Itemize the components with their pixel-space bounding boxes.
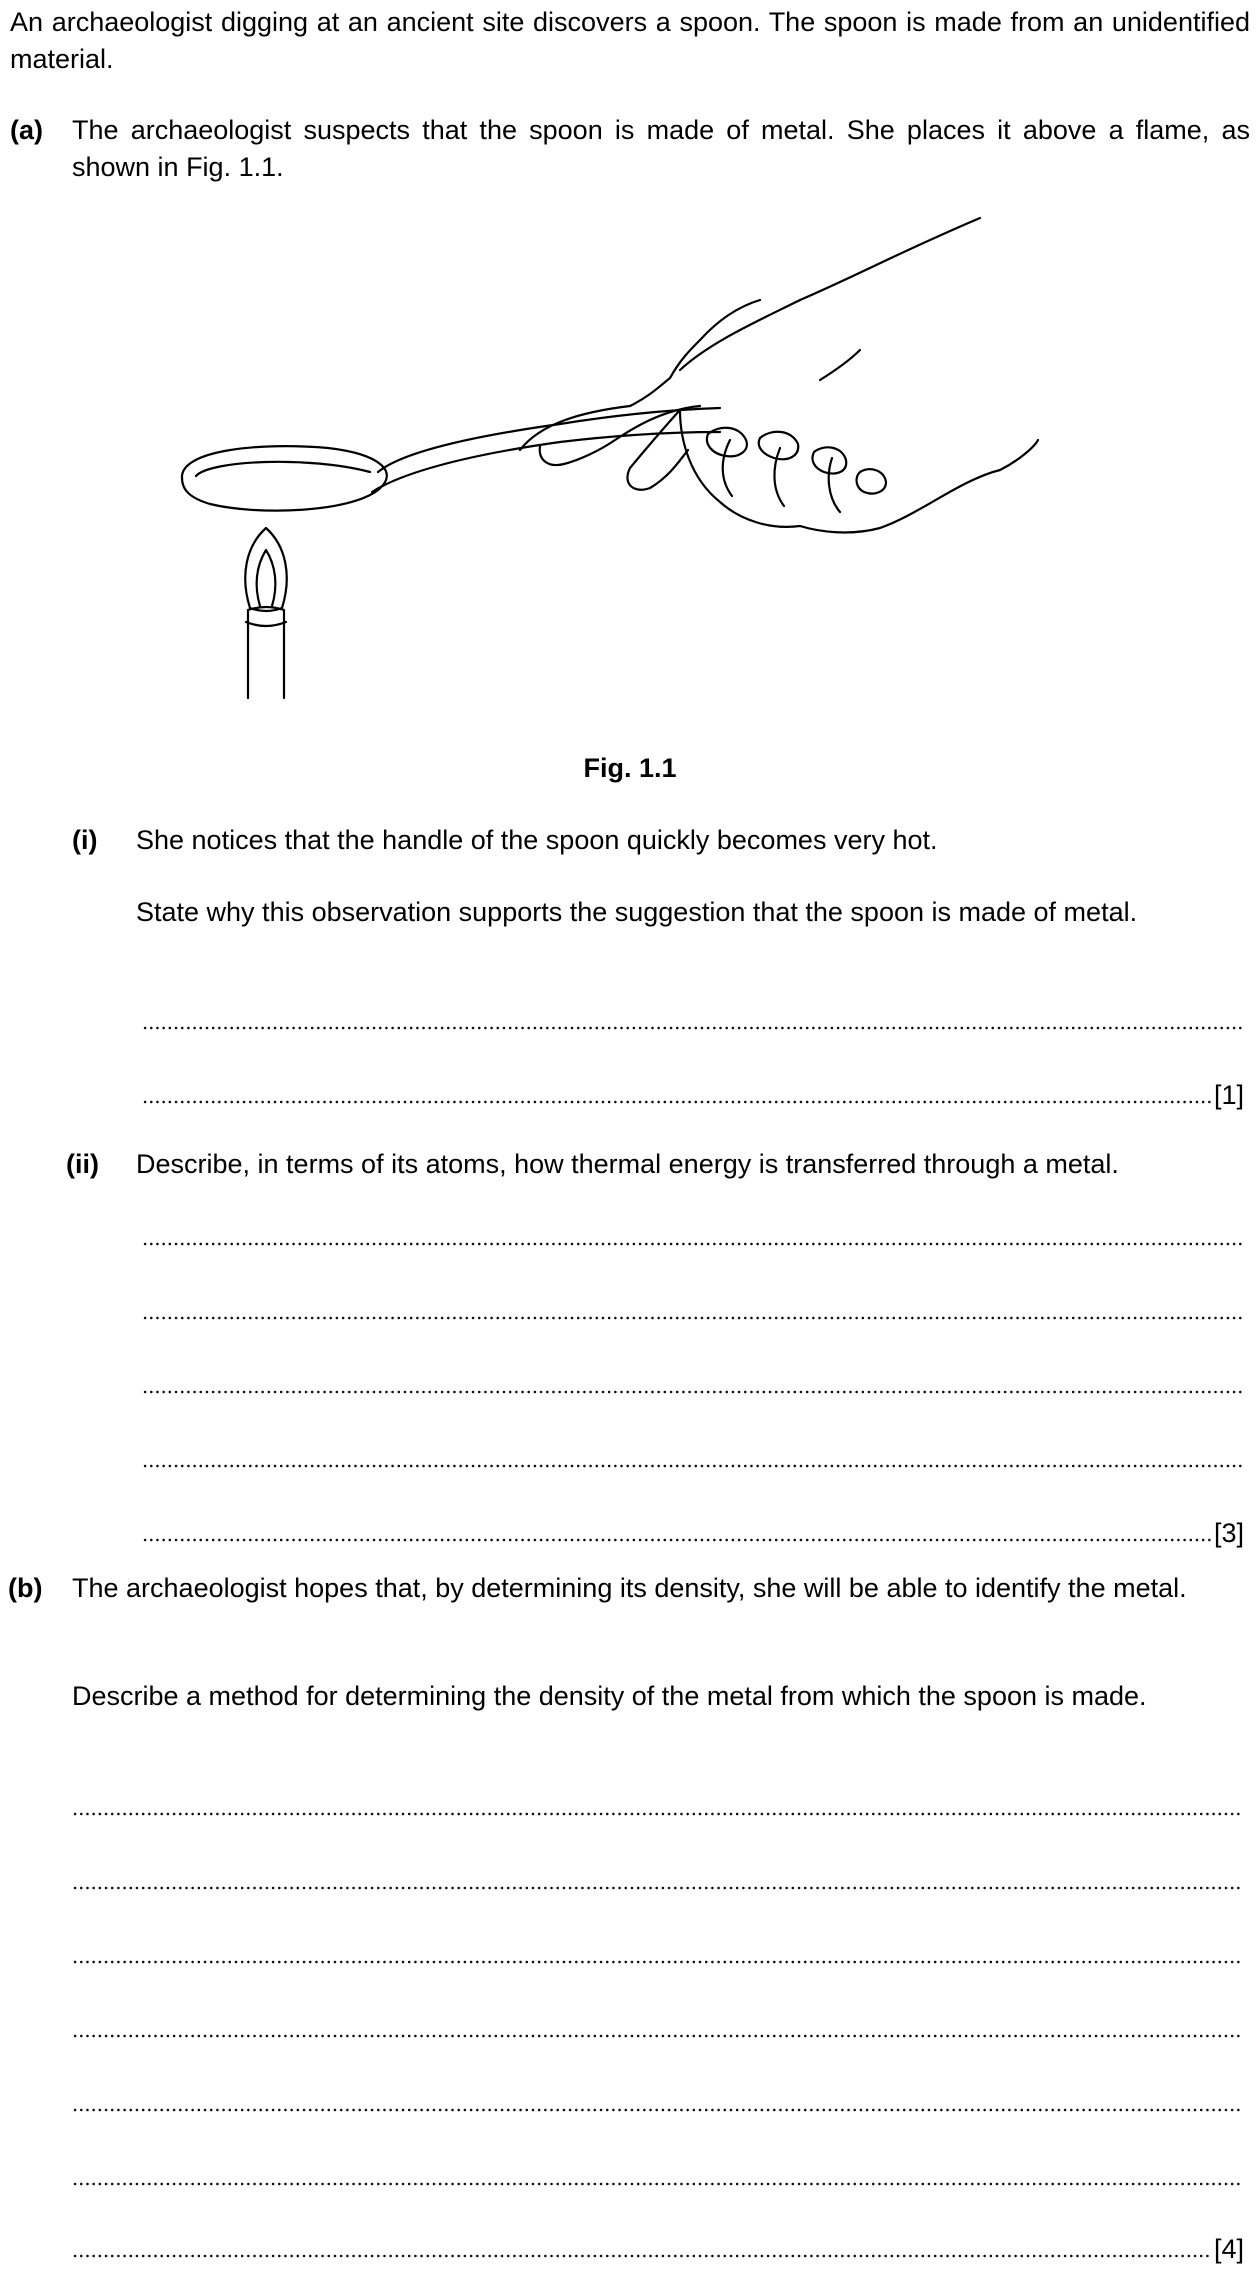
flame-inner (257, 550, 276, 606)
finger-crease-1 (723, 440, 732, 496)
spoon-over-flame-figure (160, 210, 1040, 710)
part-a-text: The archaeologist suspects that the spoon is made of metal. She places it above a flame, as shown in Fig. 1.1. (72, 115, 1250, 182)
finger-crease-3 (829, 458, 840, 512)
burner-top (246, 622, 286, 626)
index-finger (627, 410, 688, 490)
answer-line-b-3[interactable] (72, 1960, 1242, 1964)
answer-line-b-6[interactable] (72, 2182, 1242, 2186)
wrist-top (680, 218, 980, 370)
intro-text: An archaeologist digging at an ancient site discovers a spoon. The spoon is made from an unidentified material. (10, 7, 1250, 74)
answer-line-b-2[interactable] (72, 1886, 1242, 1890)
answer-line-a-ii-1[interactable] (142, 1242, 1242, 1246)
part-a-label: (a) (10, 115, 43, 145)
marks-a-ii: [3] (1214, 1518, 1245, 1548)
answer-line-b-5[interactable] (72, 2108, 1242, 2112)
answer-line-a-i-1[interactable] (142, 1026, 1242, 1030)
knuckle-line (820, 350, 860, 380)
answer-line-a-i-2[interactable] (142, 1100, 1212, 1104)
answer-line-a-ii-2[interactable] (142, 1316, 1242, 1320)
spoon-handle-top (378, 408, 720, 472)
part-a-ii-label: (ii) (66, 1149, 99, 1179)
part-a-ii-text: Describe, in terms of its atoms, how thermal energy is transferred through a metal. (136, 1149, 1119, 1179)
answer-line-b-7[interactable] (72, 2254, 1212, 2258)
answer-line-a-ii-4[interactable] (142, 1464, 1242, 1468)
answer-line-a-ii-3[interactable] (142, 1390, 1242, 1394)
thumb-tip (540, 442, 612, 465)
spoon-bowl (182, 446, 387, 511)
part-a-i-prompt: State why this observation supports the suggestion that the spoon is made of metal. (136, 897, 1138, 927)
answer-line-b-1[interactable] (72, 1812, 1242, 1816)
part-b-prompt: Describe a method for determining the density of the metal from which the spoon is made. (72, 1681, 1147, 1711)
spoon-bowl-rim (196, 462, 370, 476)
part-b-label: (b) (8, 1573, 43, 1603)
flame-outer (245, 528, 287, 611)
finger-crease-2 (774, 448, 784, 506)
marks-a-i: [1] (1214, 1080, 1245, 1110)
answer-line-a-ii-5[interactable] (142, 1538, 1212, 1542)
marks-b: [4] (1214, 2234, 1245, 2264)
part-a-i-text: She notices that the handle of the spoon quickly becomes very hot. (136, 825, 938, 855)
figure-caption: Fig. 1.1 (583, 753, 677, 783)
fingernail-4 (857, 469, 886, 493)
part-a-i-label: (i) (72, 825, 98, 855)
answer-line-b-4[interactable] (72, 2034, 1242, 2038)
part-b-text: The archaeologist hopes that, by determining its density, she will be able to identify the metal. (72, 1573, 1187, 1603)
wrist-bottom (1000, 440, 1038, 470)
